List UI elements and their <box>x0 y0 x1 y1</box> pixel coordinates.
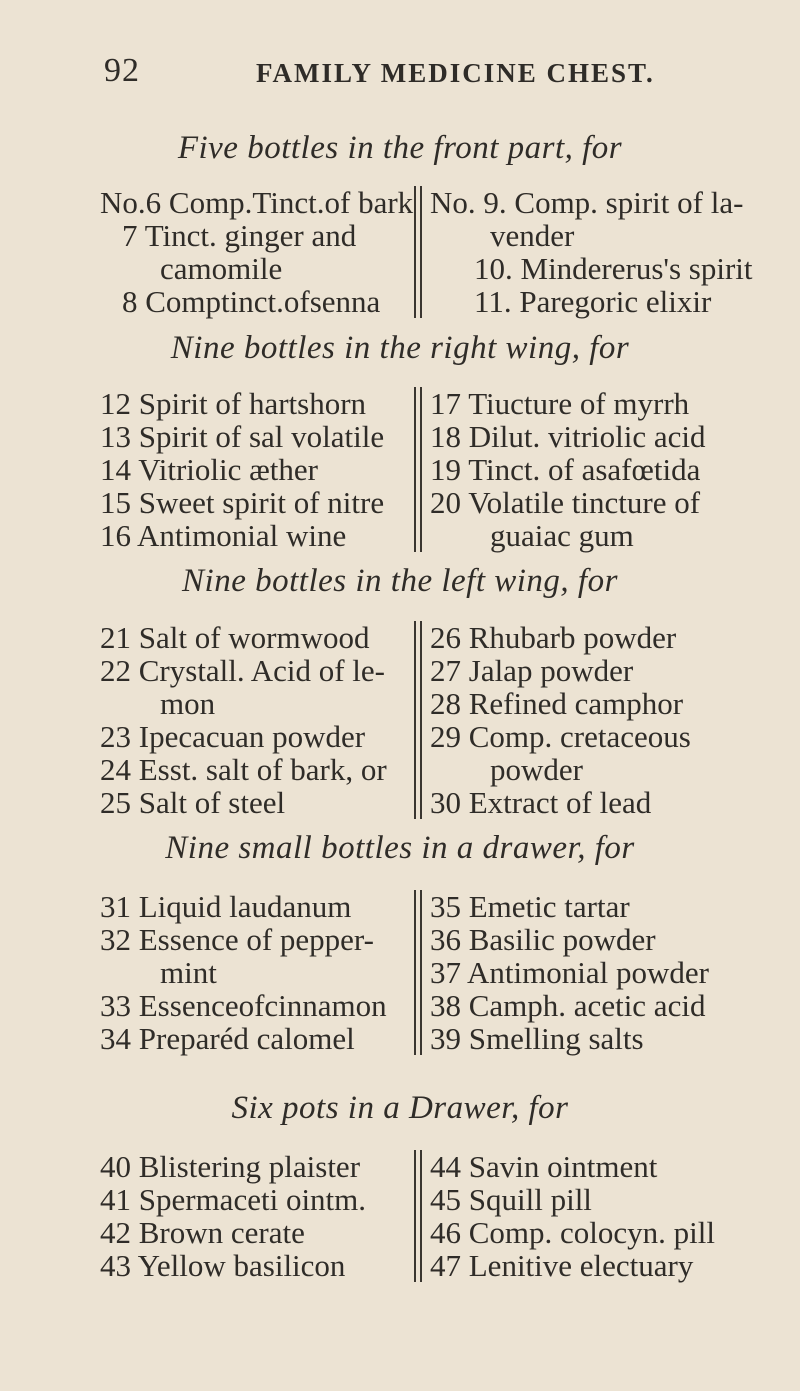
left-column <box>100 1150 418 1282</box>
list-item: 34 Preparéd calomel <box>100 1021 355 1056</box>
list-item: 39 Smelling salts <box>430 1021 644 1056</box>
list-item: 11. Paregoric elixir <box>474 284 712 319</box>
list-item: 43 Yellow basilicon <box>100 1248 346 1283</box>
list-item: 45 Squill pill <box>430 1182 592 1217</box>
left-column <box>100 890 418 1055</box>
list-item: 33 Essenceofcinnamon <box>100 988 387 1023</box>
section-list-right-wing <box>100 387 780 552</box>
list-item: 12 Spirit of hartshorn <box>100 386 367 421</box>
page-header <box>0 52 800 92</box>
list-item: 30 Extract of lead <box>430 785 652 820</box>
list-item: mon <box>160 686 216 721</box>
list-item: 18 Dilut. vitriolic acid <box>430 419 706 454</box>
list-item: 23 Ipecacuan powder <box>100 719 366 754</box>
column-divider <box>414 186 416 318</box>
section-list-drawer <box>100 890 780 1055</box>
column-divider <box>414 890 416 1055</box>
list-item: 29 Comp. cretaceous <box>430 719 691 754</box>
list-item: 28 Refined camphor <box>430 686 684 721</box>
left-column <box>100 387 418 552</box>
section-list-pots <box>100 1150 780 1282</box>
column-divider <box>420 890 422 1055</box>
section-heading-left-wing: Nine bottles in the left wing, for <box>182 563 618 599</box>
column-divider <box>420 387 422 552</box>
list-item: No.6 Comp.Tinct.of bark <box>100 185 414 220</box>
list-item: mint <box>160 955 217 990</box>
list-item: 19 Tinct. of asafœtida <box>430 452 701 487</box>
list-item: camomile <box>160 251 283 286</box>
list-item: 17 Tiucture of myrrh <box>430 386 690 421</box>
list-item: 20 Volatile tincture of <box>430 485 701 520</box>
right-column <box>430 890 780 1055</box>
section-heading-front: Five bottles in the front part, for <box>177 130 623 166</box>
column-divider <box>420 1150 422 1282</box>
right-column <box>430 186 780 318</box>
list-item: 7 Tinct. ginger and <box>122 218 357 253</box>
left-column <box>100 621 418 819</box>
list-item: 31 Liquid laudanum <box>100 889 352 924</box>
list-item: 16 Antimonial wine <box>100 518 347 553</box>
column-divider <box>420 186 422 318</box>
list-item: 46 Comp. colocyn. pill <box>430 1215 716 1250</box>
list-item: 35 Emetic tartar <box>430 889 630 924</box>
list-item: guaiac gum <box>490 518 634 553</box>
list-item: 14 Vitriolic æther <box>100 452 318 487</box>
section-list-front <box>100 186 780 318</box>
column-divider <box>414 1150 416 1282</box>
column-divider <box>414 621 416 819</box>
right-column <box>430 387 780 552</box>
list-item: 41 Spermaceti ointm. <box>100 1182 367 1217</box>
column-divider <box>420 621 422 819</box>
page-number: 92 <box>104 52 140 89</box>
left-column <box>100 186 418 318</box>
list-item: 21 Salt of wormwood <box>100 620 370 655</box>
list-item: 24 Esst. salt of bark, or <box>100 752 387 787</box>
list-item: 13 Spirit of sal volatile <box>100 419 385 454</box>
list-item: No. 9. Comp. spirit of la- <box>430 185 744 220</box>
list-item: 42 Brown cerate <box>100 1215 305 1250</box>
list-item: 10. Mindererus's spirit <box>474 251 753 286</box>
right-column <box>430 1150 780 1282</box>
list-item: vender <box>490 218 575 253</box>
list-item: 32 Essence of pepper- <box>100 922 374 957</box>
list-item: 27 Jalap powder <box>430 653 634 688</box>
list-item: 38 Camph. acetic acid <box>430 988 706 1023</box>
list-item: 47 Lenitive electuary <box>430 1248 694 1283</box>
list-item: 36 Basilic powder <box>430 922 656 957</box>
section-heading-pots: Six pots in a Drawer, for <box>231 1090 569 1126</box>
list-item: 26 Rhubarb powder <box>430 620 677 655</box>
column-divider <box>414 387 416 552</box>
list-item: 37 Antimonial powder <box>430 955 709 990</box>
list-item: 8 Comptinct.ofsenna <box>122 284 381 319</box>
list-item: 25 Salt of steel <box>100 785 286 820</box>
right-column <box>430 621 780 819</box>
list-item: 15 Sweet spirit of nitre <box>100 485 385 520</box>
section-heading-drawer: Nine small bottles in a drawer, for <box>165 830 635 866</box>
section-heading-right-wing: Nine bottles in the right wing, for <box>170 330 630 366</box>
list-item: 22 Crystall. Acid of le- <box>100 653 385 688</box>
list-item: powder <box>490 752 583 787</box>
section-list-left-wing <box>100 621 780 819</box>
list-item: 44 Savin ointment <box>430 1149 658 1184</box>
running-title: FAMILY MEDICINE CHEST. <box>256 58 655 88</box>
list-item: 40 Blistering plaister <box>100 1149 361 1184</box>
